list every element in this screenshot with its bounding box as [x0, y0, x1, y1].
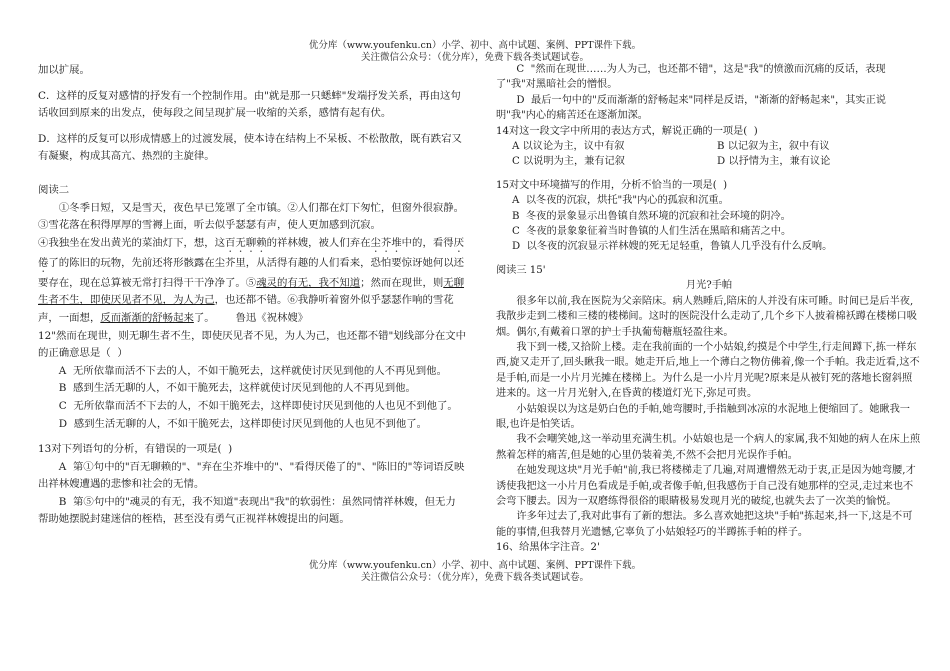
reading-3-paragraph-1: 很多年以前,我在医院为父亲陪床。病人熟睡后,陪床的人并没有床可睡。时间已是后半夜,我散步走到二楼和三楼的楼梯间。这时的医院没什么走动了,几个乡下人披着棉袄蹲在楼梯口吸烟。偶尔,有戴着口罩的护士手执葡萄糖瓶轻盈往来。 — [496, 295, 917, 338]
q12-option-b: B 感到生活无聊的人，不如干脆死去，这样就使讨厌见到他的人不再见到他。 — [58, 382, 416, 395]
continuation-text: 加以扩展。 — [38, 64, 90, 76]
underlined-phrase: 无聊生者不生，即使厌见者不见，为人为己 — [38, 276, 465, 307]
reading-3-title: 阅读三 15' — [496, 264, 546, 276]
q14-options-row-2 — [496, 154, 922, 169]
q12-option-c: C 无所依靠而活不下去的人，不如干脆死去，这样即使讨厌见到他的人也见不到他了。 — [58, 399, 458, 412]
header-line-2: 关注微信公众号：（优分库），免费下载各类试题试卷。 — [360, 52, 589, 63]
q13-option-d: D 最后一句中的"反而渐渐的舒畅起来"同样是反语，"渐渐的舒畅起来"，其实正说明"我"内心的痛苦还在逐渐加深。 — [496, 94, 886, 122]
option-c-text: C．这样的反复对感情的抒发有一个控制作用。由"就是那一只蟋蟀"发端抒发关系，再由这句话收回到原来的出发点，使每段之间呈现扩展一收缩的关系，感情有起有伏。 — [38, 89, 461, 120]
reading-3-subtitle: 月光?手帕 — [685, 280, 733, 292]
option-d-text: D．这样的反复可以形成情感上的过渡发展，使本诗在结构上不呆板、不松散散，既有跌宕又有凝聚，构成其高亢、热烈的主旋律。 — [38, 132, 462, 163]
text-segment: 中的，看得 — [401, 236, 454, 249]
q15-option-a: A 以冬夜的沉寂，烘托"我"内心的孤寂和沉重。 — [512, 195, 729, 207]
page-header — [0, 40, 950, 64]
text-segment: 的祥林嫂，被人们弃在 — [266, 236, 371, 249]
header-line-1: 优分库（www.youfenku.cn）小学、初中、高中试题、案例、PPT课件下载。 — [308, 40, 642, 51]
reading-3-paragraph-3: 小姑娘误以为这是奶白色的手帕,她弯腰时,手指触到冰凉的水泥地上便缩回了。她瞅我一眼,也许是怕笑话。 — [496, 403, 910, 430]
footer-line-2: 关注微信公众号：（优分库），免费下载各类试题试卷。 — [360, 572, 589, 583]
reading-3-paragraph-4: 我不会嘲笑她,这一举动里充满生机。小姑娘也是一个病人的家属,我不知她的病人在床上煎熬着怎样的痛苦,但是她的心里仍装着美,不然不会把月光误作手帕。 — [496, 434, 921, 461]
q14-option-a: A 以议论为主，议中有叙 — [512, 141, 625, 153]
q13-option-c: C "然而在现世……为人为己，也还都不错"，这是"我"的愤激而沉痛的反话，表现了"我"对黑暗社会的憎恨。 — [496, 64, 886, 91]
reading-2-title: 阅读二 — [38, 183, 70, 196]
dotted-phrase: 厌倦 — [38, 236, 465, 269]
reading-2-paragraph-1: ①冬季日短，又是雪天，夜色早已笼罩了全市镇。②人们都在灯下匆忙，但窗外很寂静。③雪花落在积得厚厚的雪褥上面，听去似乎瑟瑟有声，使人更加感到沉寂。 — [38, 201, 465, 232]
q14-options-row-1 — [496, 139, 922, 154]
footer-line-1: 优分库（www.youfenku.cn）小学、初中、高中试题、案例、PPT课件下载。 — [308, 560, 642, 571]
q13-option-b: B 第⑤句中的"魂灵的有无，我不知道"表现出"我"的软弱性：虽然同情祥林嫂，但无力帮助她摆脱封建迷信的桎梏，甚至没有勇气正视祥林嫂提出的问题。 — [38, 495, 456, 526]
dotted-phrase: 尘芥堆 — [370, 236, 402, 249]
question-15: 15对文中环境描写的作用，分析不恰当的一项是( ) — [496, 179, 728, 191]
q14-option-c: C 以说明为主，兼有记叙 — [512, 156, 625, 168]
dotted-phrase: 百无聊赖 — [225, 236, 267, 249]
text-segment: 了。 — [193, 311, 215, 324]
q14-option-b: B 以记叙为主，叙中有议 — [717, 141, 830, 153]
q15-option-d: D 以冬夜的沉寂显示祥林嫂的死无足轻重，鲁镇人几乎没有什么反响。 — [512, 241, 833, 253]
page-footer — [0, 560, 950, 584]
q12-option-a: A 无所依靠而活不下去的人，不如干脆死去，这样就使讨厌见到他的人不再见到他。 — [58, 364, 447, 377]
reading-3-paragraph-6: 许多年过去了,我对此事有了新的想法。多么喜欢她把这块"手帕"拣起来,抖一下,这是不可能的事情,但我替月光遗憾,它辜负了小姑娘轻巧的半蹲拣手帕的样子。 — [496, 511, 913, 538]
underlined-phrase: 反而渐渐的舒畅起来 — [100, 311, 194, 324]
reading-3-paragraph-5: 在她发现这块"月光手帕"前,我已将楼梯走了几遍,对周遭懵然无动于衷,正是因为她弯腰,才诱使我把这一小片月色看成是手帕,或者像手帕,但我感伤于自己没有她那样的空灵,走过来也不会弯下腰去。因为一双磨练得很俗的眼睛极易发现月光的破绽,也就失去了一次美的愉悦。 — [496, 465, 916, 507]
question-12: 12"然而在现世，则无聊生者不生，即使厌见者不见，为人为己，也还都不错"划线部分在文中的正确意思是（ ） — [38, 329, 467, 360]
q12-option-d: D 感到生活无聊的人，不如干脆死去，这样即使讨厌见到他的人也见不到他了。 — [58, 417, 428, 430]
reading-2-paragraph-2 — [38, 235, 466, 328]
text-segment: ；然而在现世，则 — [360, 276, 444, 289]
q13-option-a: A 第①句中的"百无聊赖的"、"弃在尘芥堆中的"、"看得厌倦了的"、"陈旧的"等词语反映出祥林嫂遭遇的悲惨和社会的无情。 — [38, 460, 465, 491]
right-column — [496, 62, 922, 556]
underlined-phrase: 魂灵的有无，我不知道 — [256, 276, 361, 289]
q15-option-c: C 冬夜的景象象征着当时鲁镇的人们生活在黑暗和痛苦之中。 — [512, 226, 792, 238]
q15-option-b: B 冬夜的景象显示出鲁镇自然环境的沉寂和社会环境的阴冷。 — [512, 210, 791, 222]
left-column — [38, 62, 466, 529]
source-citation: 鲁迅《祝林嫂》 — [235, 311, 309, 324]
text-segment: ，也还都不错。⑥我静听着窗外似乎瑟瑟作响的雪花声，一面想， — [38, 294, 454, 324]
text-segment: 了的陈旧的玩物，先前还将形骸露在尘芥里，从活得有趣的人们看来，恐怕要惊讶她何以还要存在，现在总算被无常打扫得干干净净了。⑤ — [38, 256, 465, 289]
question-13: 13对下列语句的分析，有错误的一项是( ) — [38, 443, 233, 456]
q14-option-d: D 以抒情为主，兼有议论 — [717, 156, 831, 168]
question-16: 16、给黑体字注音。2' — [496, 542, 600, 554]
question-14: 14对这一段文字中所用的表达方式，解说正确的一项是( ) — [496, 125, 758, 137]
reading-3-paragraph-2: 我下到一楼,又拾阶上楼。走在我前面的一个小姑娘,约摸是个中学生,行走间蹲下,拣一样东西,旋又走开了,回头瞅我一眼。她走开后,地上一个薄白之物仿佛着,像一个手帕。我走近看,这不是手帕,而是一小片月光摊在楼梯上。为什么是一小片月光呢?原来是从被钉死的落地长窗斜照进来的。这一片月光射入,在昏黄的楼道灯光下,弥足可贵。 — [496, 341, 920, 400]
text-segment: ④我独坐在发出黄光的菜油灯下，想，这 — [38, 236, 226, 249]
